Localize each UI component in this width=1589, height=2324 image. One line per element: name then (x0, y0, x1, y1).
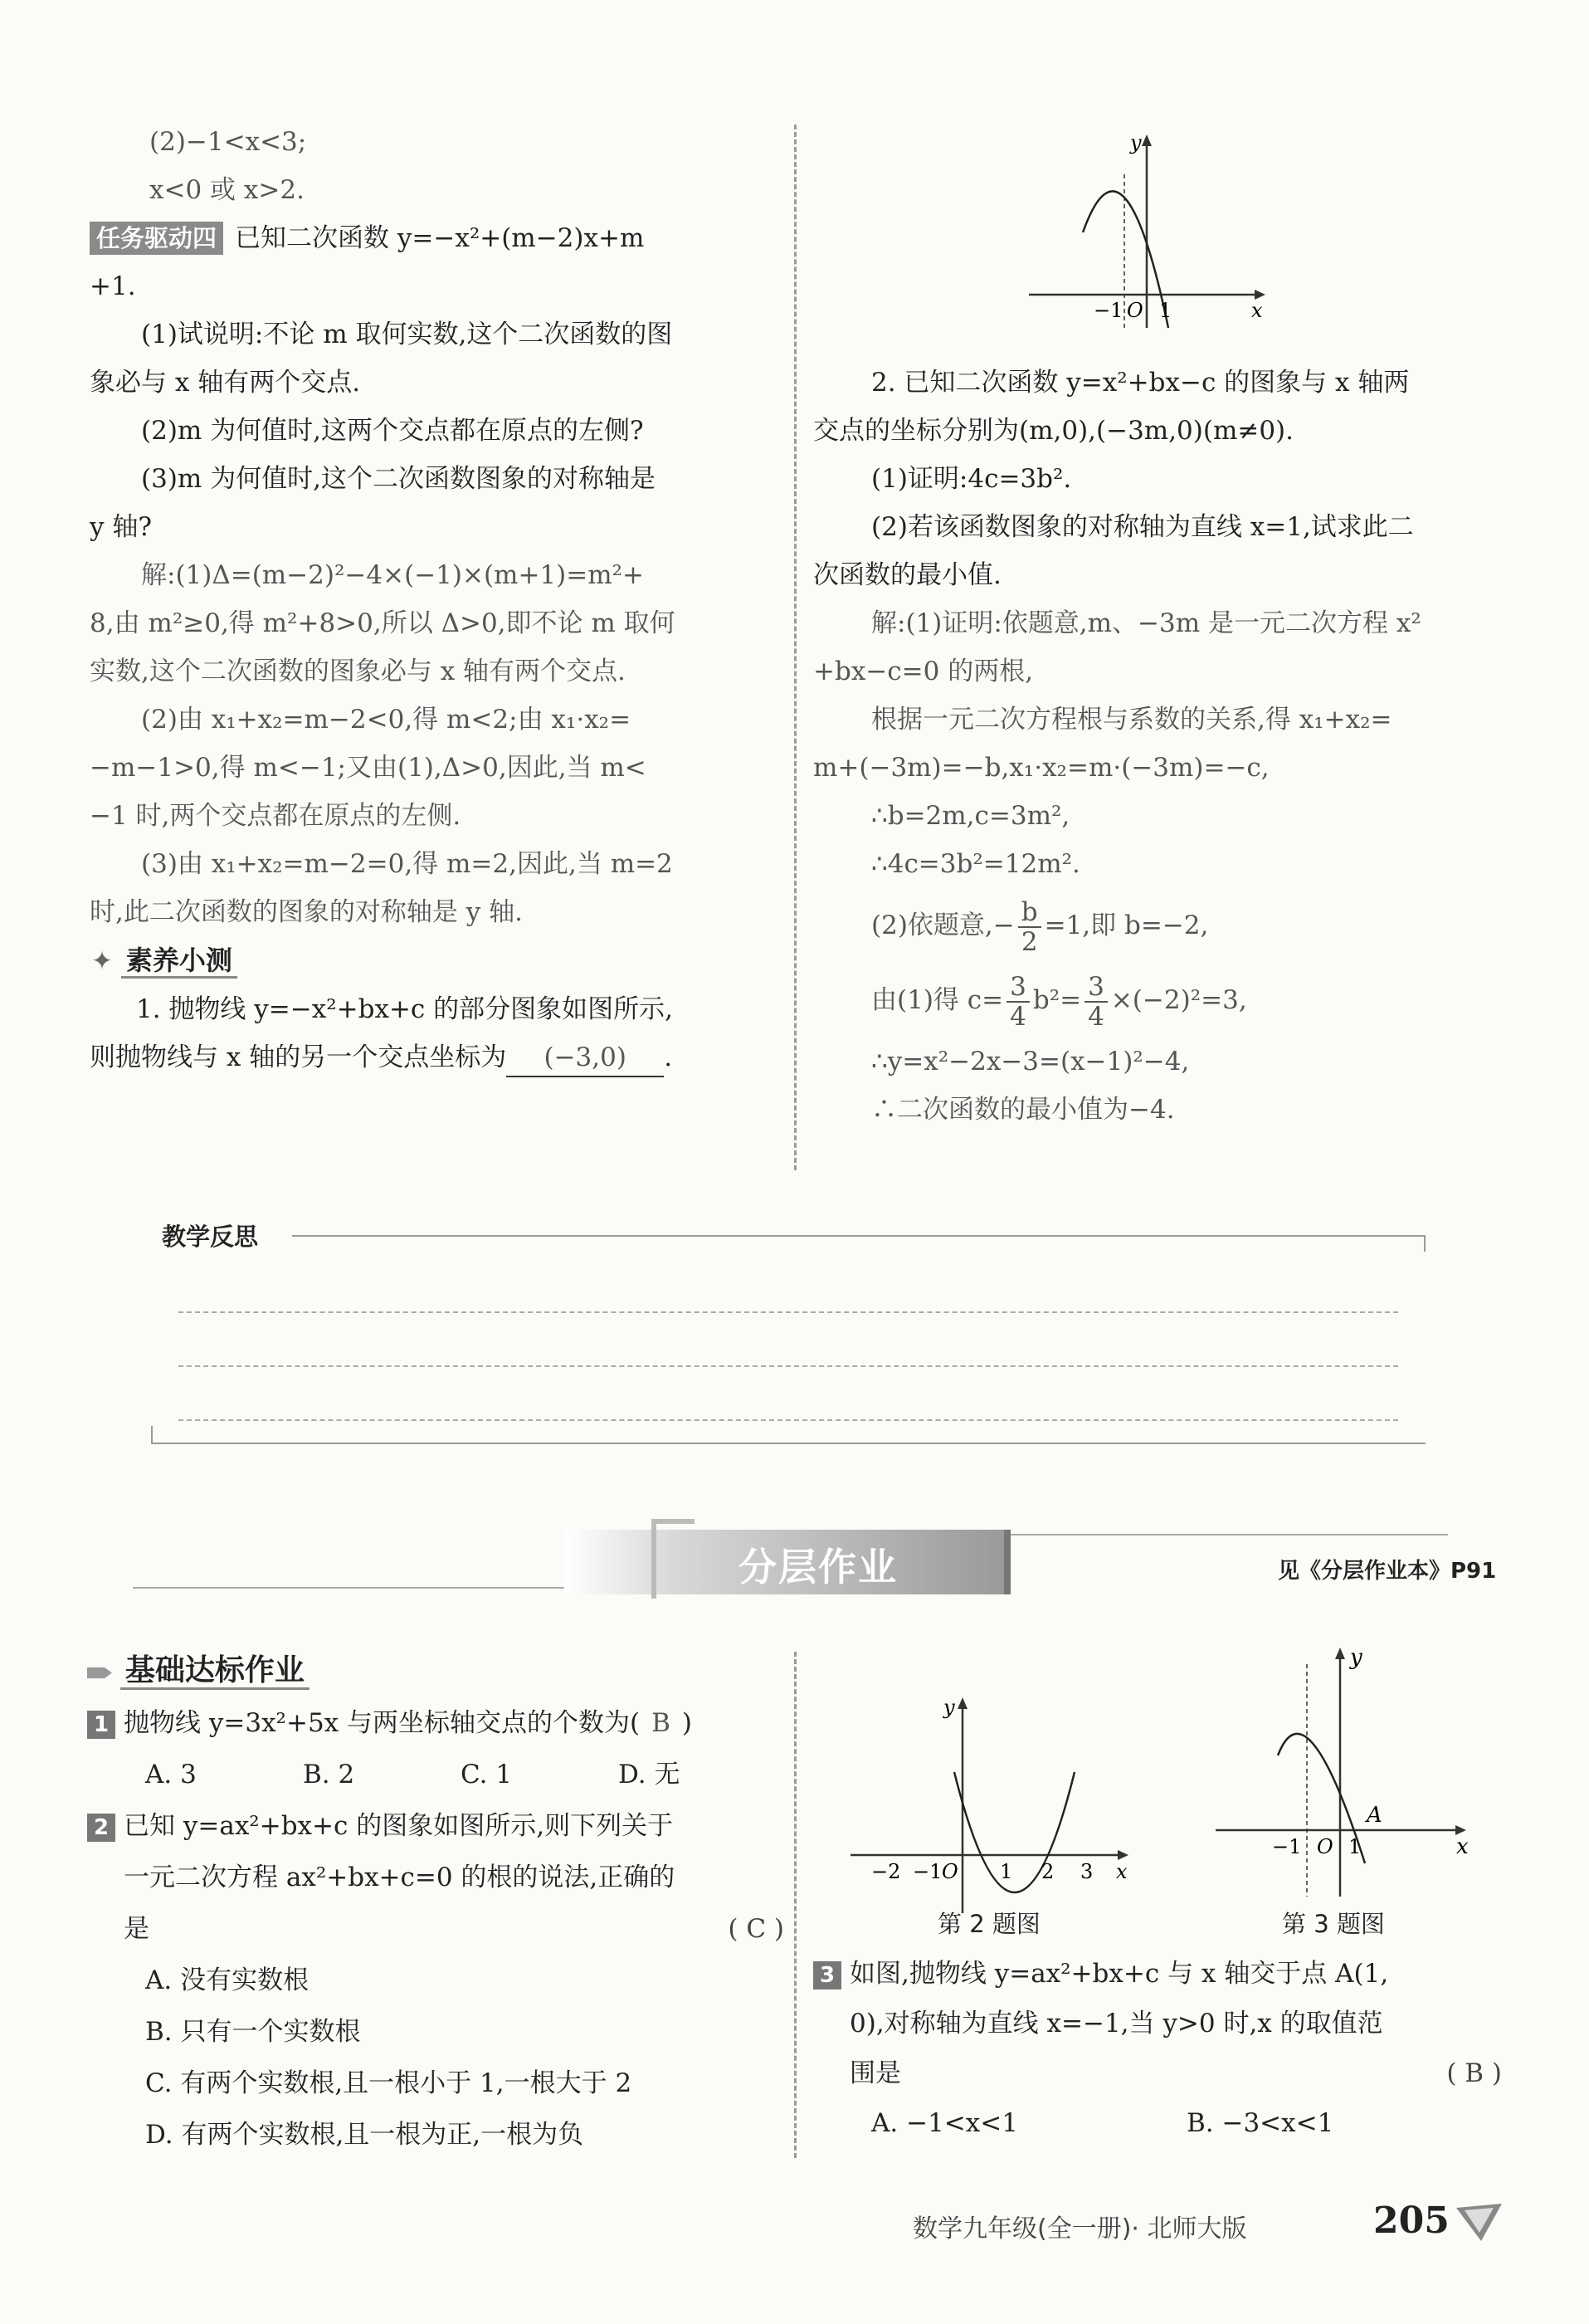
problem-text: 1. 抛物线 y=−x²+bx+c 的部分图象如图所示, (136, 994, 674, 1024)
footer-book-title: 数学九年级(全一册)· 北师大版 (913, 2214, 1247, 2243)
x-axis-arrow-icon (1118, 1850, 1128, 1860)
reflection-bottom-rule (151, 1443, 1426, 1444)
figure-2-graph (842, 1689, 1141, 1921)
problem-text: 交点的坐标分别为(m,0),(−3m,0)(m≠0). (813, 416, 1294, 446)
banner-title: 分层作业 (738, 1545, 898, 1589)
solution-part: ×(−2)²=3, (1110, 985, 1247, 1015)
quiz-title: 素养小测 (121, 945, 237, 979)
question-text: y 轴? (90, 512, 152, 542)
y-label: y (1350, 1645, 1362, 1670)
pencil-icon (87, 1664, 112, 1682)
origin-label: O (1317, 1835, 1333, 1858)
option: A. 3 (145, 1760, 197, 1789)
task-text: +1. (90, 271, 136, 301)
solution-part: b²= (1032, 985, 1082, 1015)
left-top-column (83, 118, 780, 1081)
solution-part: (2)依题意,− (871, 911, 1015, 940)
question-text: 抛物线 y=3x²+5x 与两坐标轴交点的个数为( (124, 1708, 641, 1738)
question-text-row (813, 2048, 1502, 2098)
fraction (1018, 898, 1041, 956)
point-a-label: A (1367, 1803, 1382, 1828)
quiz-heading (83, 936, 780, 985)
question-text: 围是 (850, 2058, 901, 2088)
banner-logo-icon (651, 1519, 695, 1599)
question-text: 一元二次方程 ax²+bx+c=0 的根的说法,正确的 (124, 1863, 675, 1892)
x-label: x (1116, 1860, 1128, 1883)
y-axis-arrow-icon (958, 1697, 968, 1709)
problem-text: 次函数的最小值. (813, 560, 1002, 590)
task-text: 已知二次函数 y=−x²+(m−2)x+m (235, 223, 645, 253)
answer-line: x<0 或 x>2. (149, 175, 305, 205)
parabola-graph-1 (1029, 124, 1278, 332)
answer-blank: (−3,0) (506, 1039, 664, 1077)
fraction-denominator: 2 (1021, 926, 1038, 957)
solution-text: (3)由 x₁+x₂=m−2=0,得 m=2,因此,当 m=2 (141, 849, 673, 879)
option: A. −1<x<1 (871, 2108, 1018, 2138)
tick-neg1: −1 (1272, 1835, 1302, 1858)
question-text: (1)试说明:不论 m 取何实数,这个二次函数的图 (141, 320, 673, 349)
question-text: 已知 y=ax²+bx+c 的图象如图所示,则下列关于 (124, 1811, 674, 1841)
solution-text: −m−1>0,得 m<−1;又由(1),Δ>0,因此,当 m< (90, 753, 646, 783)
problem-text: 2. 已知二次函数 y=x²+bx−c 的图象与 x 轴两 (871, 368, 1410, 398)
option-row (813, 2098, 1502, 2148)
tick-2: 2 (1041, 1860, 1055, 1883)
tick-neg1: −1 (913, 1860, 943, 1883)
fraction-numerator: b (1018, 898, 1041, 928)
solution-text: 实数,这个二次函数的图象必与 x 轴有两个交点. (90, 657, 626, 686)
figure-3-graph (1207, 1639, 1489, 1905)
question-number: 3 (813, 1961, 841, 1990)
fraction-denominator: 4 (1010, 1001, 1026, 1032)
option: C. 有两个实数根,且一根小于 1,一根大于 2 (145, 2068, 632, 2098)
problem-text: (1)证明:4c=3b². (871, 464, 1072, 494)
tick-1: 1 (1000, 1860, 1013, 1883)
figure-2-caption: 第 2 题图 (938, 1910, 1041, 1938)
solution-text: 解:(1)证明:依题意,m、−3m 是一元二次方程 x² (871, 608, 1421, 638)
x-label: x (1456, 1834, 1469, 1859)
tick-1: 1 (1348, 1835, 1362, 1858)
option-row (87, 1749, 784, 1800)
question-text: 是 (124, 1914, 149, 1944)
answer-choice: B (651, 1708, 670, 1738)
solution-text: ∴4c=3b²=12m². (871, 849, 1080, 879)
fraction-numerator: 3 (1085, 973, 1108, 1003)
problem-text-part: 则抛物线与 x 轴的另一个交点坐标为 (90, 1042, 507, 1072)
banner-reference: 见《分层作业本》P91 (1278, 1559, 1497, 1584)
question-text-row (87, 1903, 784, 1955)
question-text: 如图,抛物线 y=ax²+bx+c 与 x 轴交于点 A(1, (850, 1959, 1389, 1989)
problem-text (83, 1033, 780, 1081)
solution-part: 由(1)得 c= (871, 985, 1004, 1015)
solution-text: (2)由 x₁+x₂=m−2<0,得 m<2;由 x₁·x₂= (141, 705, 631, 735)
option: B. −3<x<1 (1187, 2108, 1334, 2138)
solution-text: +bx−c=0 的两根, (813, 657, 1034, 686)
homework-section-heading (87, 1645, 784, 1697)
right-top-column (813, 359, 1502, 1134)
y-axis-arrow-icon (1142, 134, 1152, 146)
option: D. 无 (618, 1760, 680, 1789)
option: B. 只有一个实数根 (145, 2017, 361, 2047)
question-text: (2)m 为何值时,这两个交点都在原点的左侧? (141, 416, 644, 446)
solution-text: ∴b=2m,c=3m², (871, 801, 1070, 831)
solution-part: =1,即 b=−2, (1044, 911, 1209, 940)
task-tag: 任务驱动四 (90, 222, 223, 255)
question-text: ) (681, 1708, 692, 1738)
diamond-icon: ✦ (91, 946, 113, 976)
question-text: 0),对称轴为直线 x=−1,当 y>0 时,x 的取值范 (850, 2009, 1383, 2038)
solution-text: 解:(1)Δ=(m−2)²−4×(−1)×(m+1)=m²+ (141, 560, 645, 590)
homework-left-column (87, 1645, 784, 2160)
reflection-writing-line (178, 1365, 1398, 1367)
answer-line: (2)−1<x<3; (149, 127, 307, 157)
x-label: x (1251, 299, 1263, 322)
homework-right-column (813, 1949, 1502, 2148)
y-label: y (943, 1696, 955, 1719)
figure-3-caption: 第 3 题图 (1282, 1910, 1385, 1938)
answer-choice: ( C ) (728, 1914, 784, 1944)
option: A. 没有实数根 (145, 1965, 310, 1995)
solution-text: ∴二次函数的最小值为−4. (871, 1095, 1175, 1125)
origin-label: O (942, 1860, 958, 1883)
homework-section-title: 基础达标作业 (120, 1653, 310, 1690)
reflection-top-rule (292, 1235, 1426, 1237)
question-number: 2 (87, 1814, 115, 1842)
question-text: 象必与 x 轴有两个交点. (90, 368, 361, 398)
question-3 (813, 1949, 1502, 1999)
fraction-numerator: 3 (1007, 973, 1030, 1003)
solution-text: −1 时,两个交点都在原点的左侧. (90, 801, 461, 831)
origin-label: O (1127, 299, 1143, 322)
solution-text: 时,此二次函数的图象的对称轴是 y 轴. (90, 897, 523, 927)
task-heading (83, 214, 780, 262)
fraction-denominator: 4 (1088, 1001, 1104, 1032)
solution-text: 根据一元二次方程根与系数的关系,得 x₁+x₂= (871, 705, 1392, 735)
page-number: 205 (1373, 2200, 1450, 2242)
option: C. 1 (461, 1760, 513, 1789)
tick-3: 3 (1080, 1860, 1094, 1883)
question-2 (87, 1800, 784, 1852)
solution-text: 8,由 m²≥0,得 m²+8>0,所以 Δ>0,即不论 m 取何 (90, 608, 675, 638)
solution-text: m+(−3m)=−b,x₁·x₂=m·(−3m)=−c, (813, 753, 1270, 783)
column-divider (794, 124, 797, 1170)
option: D. 有两个实数根,且一根为正,一根为负 (145, 2120, 584, 2150)
tick-neg1: −1 (1094, 299, 1124, 322)
question-text: (3)m 为何值时,这个二次函数图象的对称轴是 (141, 464, 656, 494)
reflection-right-border (1424, 1235, 1426, 1252)
fraction (1007, 973, 1030, 1031)
problem-text: (2)若该函数图象的对称轴为直线 x=1,试求此二 (871, 512, 1414, 542)
option: B. 2 (303, 1760, 355, 1789)
tick-1: 1 (1159, 299, 1172, 322)
solution-fraction-line (813, 963, 1502, 1038)
question-1 (87, 1697, 784, 1749)
page-corner-icon (1456, 2204, 1506, 2245)
banner-rule-right (1008, 1534, 1448, 1536)
question-number: 1 (87, 1711, 115, 1739)
y-label: y (1130, 131, 1142, 154)
reflection-writing-line (178, 1419, 1398, 1421)
column-divider (794, 1652, 797, 2158)
parabola-curve (954, 1772, 1075, 1892)
answer-choice: ( B ) (1446, 2058, 1502, 2088)
problem-text-part: . (664, 1042, 673, 1072)
reflection-title: 教学反思 (162, 1223, 259, 1251)
fraction (1085, 973, 1108, 1031)
solution-fraction-line (813, 888, 1502, 963)
tick-neg2: −2 (871, 1860, 901, 1883)
reflection-writing-line (178, 1311, 1398, 1313)
solution-text: ∴y=x²−2x−3=(x−1)²−4, (871, 1047, 1190, 1077)
y-axis-arrow-icon (1335, 1648, 1345, 1659)
reflection-left-border (151, 1426, 153, 1443)
